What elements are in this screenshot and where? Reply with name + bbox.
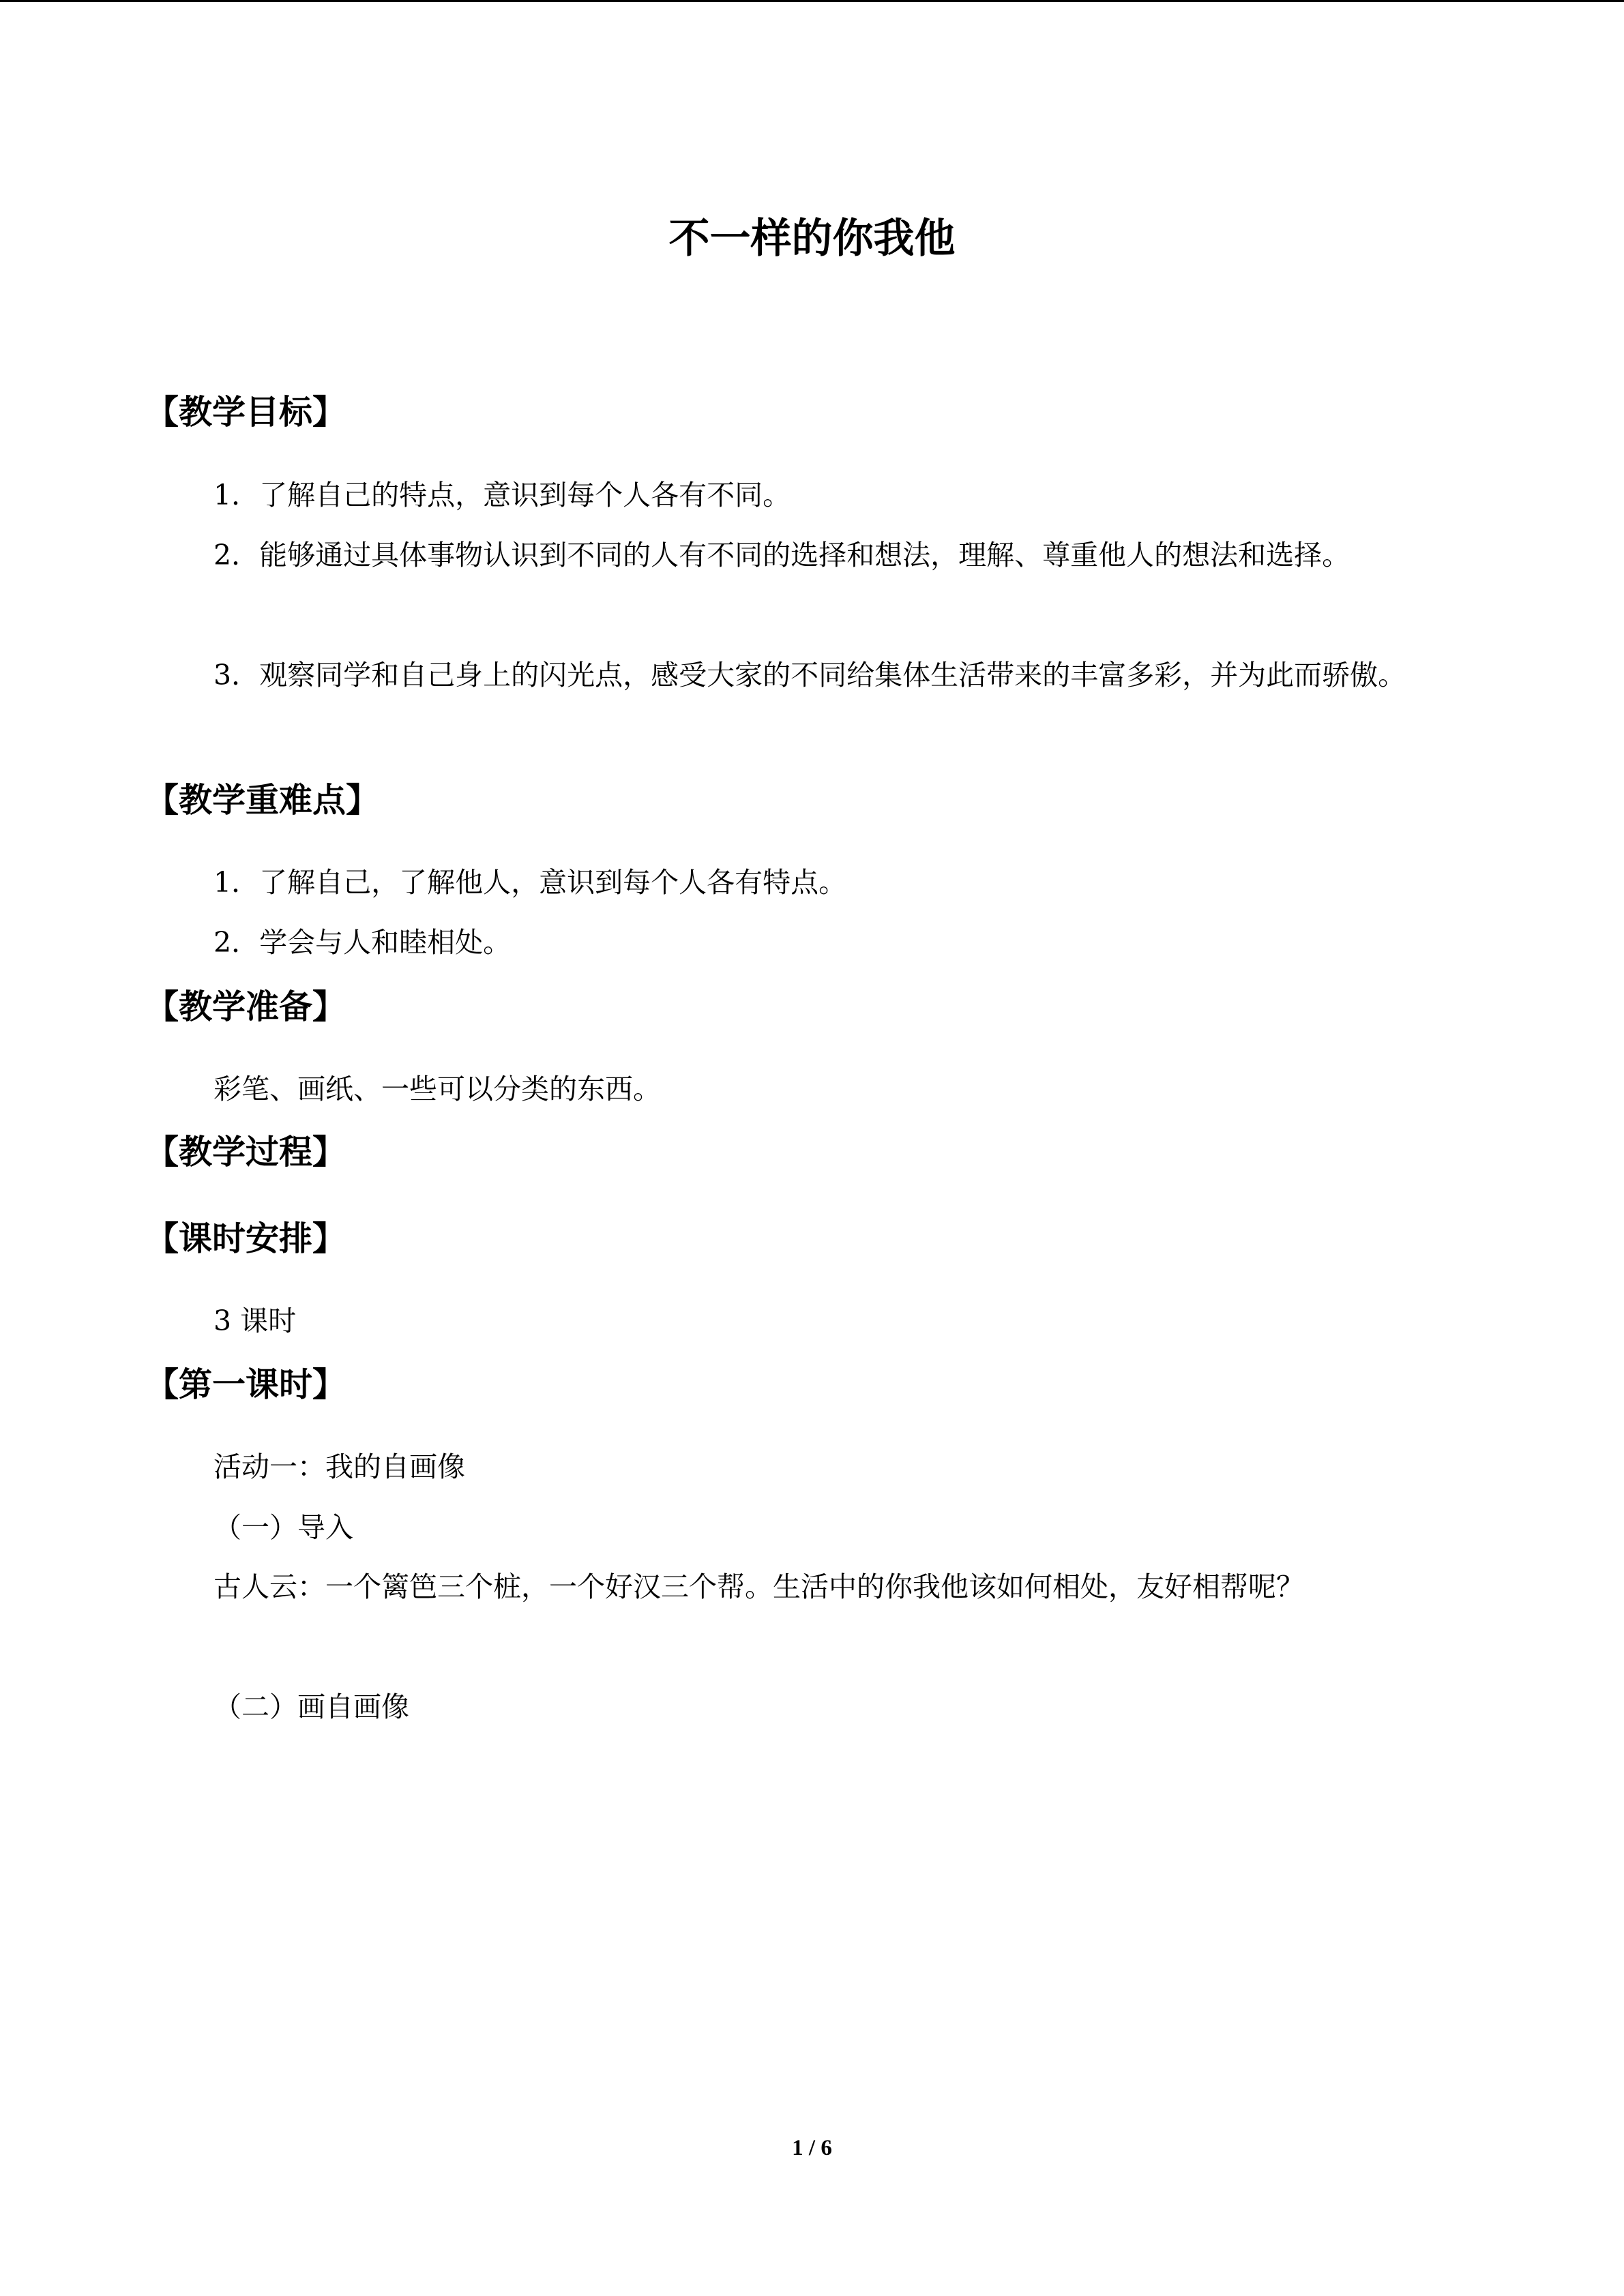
page-number: 1 / 6	[792, 2136, 832, 2160]
lesson-one-self-portrait: （二）画自画像	[213, 1690, 409, 1723]
heading-objectives: 【教学目标】	[145, 393, 346, 432]
document-title: 不一样的你我他	[668, 215, 956, 263]
heading-schedule: 【课时安排】	[145, 1219, 346, 1258]
heading-preparation: 【教学准备】	[145, 987, 346, 1026]
lesson-one-activity: 活动一：我的自画像	[213, 1450, 465, 1483]
heading-process: 【教学过程】	[145, 1133, 346, 1172]
heading-lesson-one: 【第一课时】	[145, 1365, 346, 1404]
objective-item-3: 3．观察同学和自己身上的闪光点，感受大家的不同给集体生活带来的丰富多彩，并为此而骄傲。	[213, 659, 1406, 691]
objective-item-1: 1．了解自己的特点，意识到每个人各有不同。	[213, 479, 791, 511]
key-point-item-2: 2．学会与人和睦相处。	[213, 926, 512, 959]
preparation-text: 彩笔、画纸、一些可以分类的东西。	[213, 1073, 661, 1105]
schedule-text: 3 课时	[213, 1304, 297, 1337]
key-point-item-1: 1．了解自己，了解他人，意识到每个人各有特点。	[213, 866, 847, 899]
lesson-one-quote: 古人云：一个篱笆三个桩，一个好汉三个帮。生活中的你我他该如何相处，友好相帮呢？	[213, 1570, 1304, 1603]
lesson-one-intro: （一）导入	[213, 1511, 353, 1544]
objective-item-2: 2．能够通过具体事物认识到不同的人有不同的选择和想法，理解、尊重他人的想法和选择。	[213, 539, 1350, 571]
heading-key-points: 【教学重难点】	[145, 781, 380, 820]
